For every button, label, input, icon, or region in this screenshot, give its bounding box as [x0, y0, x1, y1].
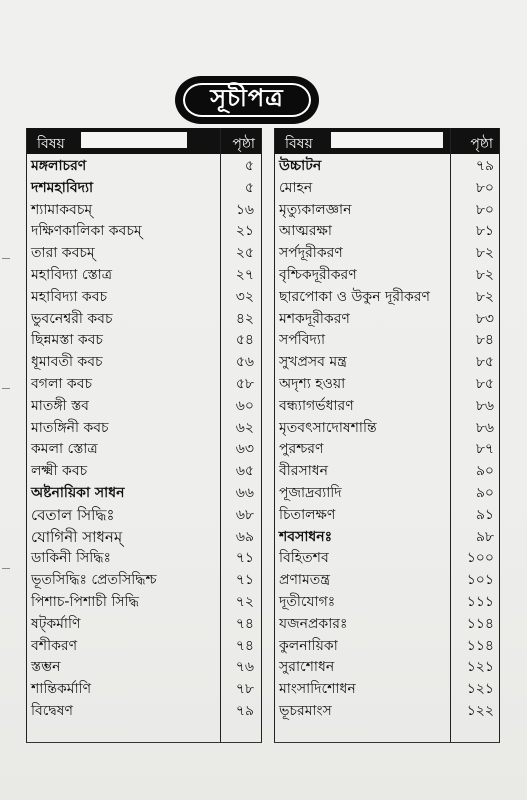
toc-entry-page: ৭৯	[475, 158, 494, 174]
toc-entry-page: ৬২	[235, 419, 254, 436]
column-bottom-rule	[274, 742, 500, 743]
toc-entry-subject: মহাবিদ্যা স্তোত্র	[31, 266, 113, 283]
header-blank-box	[81, 132, 187, 148]
toc-entry-page: ৫৪	[235, 332, 254, 349]
header-page-label: পৃষ্ঠা	[232, 136, 255, 152]
toc-entry	[26, 657, 262, 679]
toc-title-badge	[177, 78, 317, 122]
toc-entry	[274, 461, 500, 483]
toc-entry-subject: পূজাদ্রব্যাদি	[279, 484, 342, 501]
toc-entry	[274, 592, 500, 614]
toc-entry-subject: কমলা স্তোত্র	[31, 441, 98, 458]
toc-entry	[274, 396, 500, 418]
toc-entry-page: ৬৮	[235, 506, 254, 523]
toc-table	[22, 128, 508, 743]
toc-entry-subject: বিহিতশব	[279, 550, 329, 567]
toc-entry-page: ৭১	[235, 550, 254, 567]
toc-entry	[274, 178, 500, 200]
toc-entry-subject: ডাকিনী সিদ্ধিঃ	[31, 550, 111, 567]
toc-entry-page: ৯০	[475, 463, 494, 480]
toc-entry-subject: তারা কবচম্	[31, 245, 95, 262]
toc-entry	[274, 439, 500, 461]
toc-entry-page: ৫৬	[235, 354, 254, 371]
toc-entry	[26, 679, 262, 701]
toc-column-left	[26, 128, 262, 743]
toc-entry-subject: মাতঙ্গিনী কবচ	[31, 419, 109, 436]
toc-entry-subject: সুখপ্রসব মন্ত্র	[279, 354, 347, 371]
toc-entry	[26, 396, 262, 418]
toc-entry-subject: ভূতসিদ্ধিঃ প্রেতসিদ্ধিশ্চ	[31, 572, 157, 589]
toc-entry	[26, 483, 262, 505]
toc-entry-subject: দশমহাবিদ্যা	[31, 179, 94, 196]
toc-entry-page: ২৭	[235, 266, 254, 283]
toc-entry	[274, 243, 500, 265]
toc-rows-right	[274, 156, 500, 723]
toc-entry-subject: স্তম্ভন	[31, 659, 61, 676]
toc-entry-subject: মাতঙ্গী স্তব	[31, 397, 89, 414]
toc-entry	[274, 483, 500, 505]
toc-entry	[274, 679, 500, 701]
header-subject-label: বিষয়	[285, 136, 313, 152]
toc-entry-subject: প্রণামতন্ত্র	[279, 572, 330, 589]
toc-entry-subject: ভূচরমাংস	[279, 702, 332, 719]
toc-entry	[274, 548, 500, 570]
toc-entry-page: ৮০	[475, 179, 494, 196]
header-page-label: পৃষ্ঠা	[470, 136, 493, 152]
toc-entry-subject: বশীকরণ	[31, 637, 78, 654]
toc-entry-subject: আত্মরক্ষা	[279, 223, 332, 240]
toc-entry-page: ৬৩	[235, 441, 254, 458]
margin-tick-mark	[2, 258, 10, 259]
toc-entry-subject: সর্পদূরীকরণ	[279, 245, 343, 262]
toc-entry-page: ৫	[244, 158, 254, 174]
toc-entry	[274, 287, 500, 309]
toc-entry-page: ১২১	[466, 681, 494, 698]
toc-entry-subject: ষট্‌কর্মাণি	[31, 615, 81, 632]
toc-entry	[274, 614, 500, 636]
toc-entry-page: ৮৬	[475, 419, 494, 436]
toc-entry-subject: মৃত্যুকালজ্ঞান	[279, 201, 352, 218]
toc-entry	[26, 701, 262, 723]
toc-entry-page: ৬০	[235, 397, 254, 414]
toc-entry-page: ৩২	[235, 288, 254, 305]
toc-entry	[274, 265, 500, 287]
toc-entry	[26, 461, 262, 483]
toc-entry	[274, 330, 500, 352]
column-bottom-rule	[26, 742, 262, 743]
toc-entry-page: ২১	[235, 223, 254, 240]
toc-entry-subject: বেতাল সিদ্ধিঃ	[31, 505, 115, 524]
toc-entry-page: ৭২	[235, 593, 254, 610]
toc-entry	[274, 418, 500, 440]
toc-entry-subject: শ্যামাকবচম্	[31, 201, 93, 218]
toc-entry-subject: যজনপ্রকারঃ	[279, 615, 348, 632]
toc-entry	[274, 221, 500, 243]
toc-entry-page: ৬৫	[235, 463, 254, 480]
toc-header-left	[26, 128, 262, 154]
toc-entry	[26, 287, 262, 309]
toc-entry-subject: লক্ষ্মী কবচ	[31, 463, 88, 480]
toc-entry	[26, 243, 262, 265]
toc-entry-subject: বৃশ্চিকদূরীকরণ	[279, 266, 357, 283]
toc-entry-subject: মৃতবৎসাদোষশান্তি	[279, 419, 377, 436]
toc-entry-page: ৮০	[475, 201, 494, 218]
toc-entry-page: ৭৪	[235, 637, 254, 654]
toc-entry	[26, 156, 262, 178]
toc-entry-page: ৭৪	[235, 615, 254, 632]
toc-entry-page: ৮৪	[475, 332, 494, 349]
toc-entry-page: ৮৩	[475, 310, 494, 327]
toc-entry-subject: ছিন্নমস্তা কবচ	[31, 332, 103, 349]
toc-entry-subject: মহাবিদ্যা কবচ	[31, 288, 108, 305]
margin-tick-mark	[2, 388, 10, 389]
toc-entry-subject: সর্পবিদ্যা	[279, 332, 326, 349]
toc-entry-page: ১২২	[466, 702, 494, 719]
toc-entry-subject: বগলা কবচ	[31, 375, 93, 392]
toc-entry	[26, 439, 262, 461]
toc-entry	[26, 570, 262, 592]
toc-entry-page: ১১৪	[466, 615, 494, 632]
toc-entry-subject: মোহন	[279, 179, 313, 196]
toc-entry-page: ৬৬	[235, 484, 254, 501]
toc-entry	[274, 657, 500, 679]
toc-entry-subject: পুরশ্চরণ	[279, 441, 324, 458]
toc-entry-page: ৮৭	[475, 441, 494, 458]
toc-entry-page: ৮৫	[475, 375, 494, 392]
toc-entry-subject: উচ্চাটন	[279, 158, 322, 174]
toc-entry	[274, 309, 500, 331]
toc-entry-subject: বিদ্বেষণ	[31, 702, 73, 719]
toc-entry-subject: শবসাধনঃ	[279, 528, 333, 545]
toc-entry	[274, 701, 500, 723]
toc-entry-page: ১৬	[235, 201, 254, 218]
toc-entry-subject: ছারপোকা ও উকুন দূরীকরণ	[279, 288, 431, 305]
toc-entry-page: ৯০	[475, 484, 494, 501]
toc-entry-subject: কুলনায়িকা	[279, 637, 338, 654]
toc-entry	[26, 418, 262, 440]
toc-entry-subject: সুরাশোধন	[279, 659, 335, 676]
toc-entry-subject: চিতালক্ষণ	[279, 506, 336, 523]
toc-entry-subject: অষ্টনায়িকা সাধন	[31, 484, 125, 501]
toc-entry	[274, 636, 500, 658]
toc-entry-page: ৪২	[235, 310, 254, 327]
toc-entry-page: ৯৮	[475, 528, 494, 545]
toc-entry-subject: শান্তিকর্মাণি	[31, 681, 92, 698]
toc-entry	[26, 548, 262, 570]
toc-entry-page: ১০০	[466, 550, 494, 567]
toc-entry	[274, 156, 500, 178]
toc-entry	[26, 505, 262, 527]
toc-entry	[26, 636, 262, 658]
toc-entry-subject: যোগিনী সাধনম্	[31, 527, 123, 546]
toc-entry-page: ৮৫	[475, 354, 494, 371]
toc-entry	[274, 352, 500, 374]
toc-entry	[26, 178, 262, 200]
toc-column-right	[274, 128, 500, 743]
toc-entry-subject: ধূমাবতী কবচ	[31, 354, 103, 371]
toc-header-right	[274, 128, 500, 154]
toc-entry	[26, 200, 262, 222]
toc-entry-subject: বীরসাধন	[279, 463, 329, 480]
toc-entry	[26, 592, 262, 614]
toc-entry-subject: বন্ধ্যাগর্ভধারণ	[279, 397, 354, 414]
toc-entry	[26, 374, 262, 396]
toc-entry-page: ১০১	[466, 572, 494, 589]
toc-entry	[26, 527, 262, 549]
toc-entry	[26, 330, 262, 352]
toc-entry-page: ১১৪	[466, 637, 494, 654]
toc-entry-subject: দক্ষিণকালিকা কবচম্	[31, 223, 142, 240]
toc-entry-page: ৮৬	[475, 397, 494, 414]
toc-entry-page: ৫৮	[235, 375, 254, 392]
toc-entry-page: ৫	[244, 179, 254, 196]
toc-entry-subject: অদৃশ্য হওয়া	[279, 375, 346, 392]
toc-entry-page: ৭৬	[235, 659, 254, 676]
toc-entry	[274, 200, 500, 222]
toc-entry	[26, 221, 262, 243]
toc-entry-page: ৮২	[475, 288, 494, 305]
toc-entry	[26, 265, 262, 287]
toc-entry	[26, 614, 262, 636]
toc-entry-page: ৮২	[475, 266, 494, 283]
toc-entry-page: ৭৮	[235, 681, 254, 698]
toc-entry	[274, 505, 500, 527]
toc-entry-page: ১১১	[466, 593, 494, 610]
toc-entry-subject: ভুবনেশ্বরী কবচ	[31, 310, 113, 327]
toc-entry	[274, 570, 500, 592]
toc-entry-page: ২৫	[235, 245, 254, 262]
header-subject-label: বিষয়	[37, 136, 65, 152]
toc-entry-page: ৯১	[475, 506, 494, 523]
toc-entry-subject: মাংসাদিশোধন	[279, 681, 356, 698]
toc-entry-subject: পিশাচ-পিশাচী সিদ্ধি	[31, 593, 139, 610]
toc-entry	[26, 352, 262, 374]
margin-tick-mark	[2, 568, 10, 569]
toc-entry-page: ৮২	[475, 245, 494, 262]
toc-entry-page: ৭১	[235, 572, 254, 589]
toc-entry	[26, 309, 262, 331]
toc-entry-page: ১২১	[466, 659, 494, 676]
header-blank-box	[331, 132, 443, 148]
toc-entry-subject: মশকদূরীকরণ	[279, 310, 350, 327]
toc-entry-page: ৭৯	[235, 702, 254, 719]
toc-entry-page: ৮১	[475, 223, 494, 240]
toc-entry-subject: দূতীযোগঃ	[279, 593, 336, 610]
toc-entry	[274, 374, 500, 396]
toc-entry-page: ৬৯	[235, 528, 254, 545]
toc-entry	[274, 527, 500, 549]
toc-entry-subject: মঙ্গলাচরণ	[31, 158, 87, 174]
toc-rows-left	[26, 156, 262, 723]
toc-title: সূচীপত্র	[210, 84, 284, 112]
